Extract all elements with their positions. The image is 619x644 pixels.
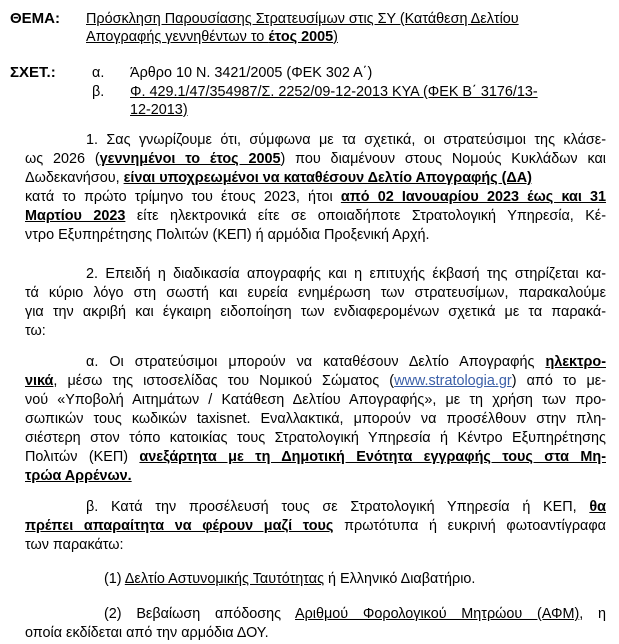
ref-a-text: Άρθρο 10 Ν. 3421/2005 (ΦΕΚ 302 Α΄): [130, 65, 373, 81]
subject-line-1: Πρόσκληση Παρουσίασης Στρατευσίμων στις ΣΥ (Κατάθεση Δελτίου: [86, 11, 519, 27]
pa-line-4: σωπικών τους κωδικών taxisnet. Εναλλακτικά, μπορούν να προσέλθουν στην πλη-: [25, 411, 606, 427]
p1-line-4: κατά το πρώτο τρίμηνο του έτους 2023, ήτοι από 02 Ιανουαρίου 2023 έως και 31: [25, 189, 607, 205]
ref-b-line-1: Φ. 429.1/47/354987/Σ. 2252/09-12-2013 ΚΥΑ (ΦΕΚ Β΄ 3176/13-: [130, 84, 538, 100]
stratologia-link[interactable]: www.stratologia.gr: [394, 373, 512, 389]
ref-a-marker: α.: [92, 65, 105, 81]
p1-line-6: ντρο Εξυπηρέτησης Πολιτών (ΚΕΠ) ή αρμόδια Προξενική Αρχή.: [25, 227, 430, 243]
ref-b-line-2: 12-2013): [130, 102, 188, 118]
pa-line-3: νού «Υποβολή Αιτημάτων / Κατάθεση Δελτίου Απογραφής», με τη χρήση των προ-: [25, 392, 606, 408]
ref-b-marker: β.: [92, 84, 105, 100]
p2-line-4: τω:: [25, 323, 46, 339]
pb-line-1: β. Κατά την προσέλευσή τους σε Στρατολογική Υπηρεσία ή ΚΕΠ, θα: [86, 499, 606, 515]
p2-line-2: τά κύριο λόγο στη σωστή και ευρεία ενημέρωση των στρατευσίμων, παρακαλούμε: [25, 285, 606, 301]
pa-line-5: σιέστερη στον τόπο κατοικίας τους Στρατολογική Υπηρεσία ή Κέντρο Εξυπηρέτησης: [25, 430, 606, 446]
pa-line-7: τρώα Αρρένων.: [25, 468, 132, 484]
p2-line-3: για την ακριβή και έγκαιρη ειδοποίηση των ενδιαφερομένων σχετικά με τα παρακά-: [25, 304, 606, 320]
p1-line-1: 1. Σας γνωρίζουμε ότι, σύμφωνα με τα σχετικά, οι στρατεύσιμοι της κλάσε-: [86, 132, 606, 148]
pa-line-1: α. Οι στρατεύσιμοι μπορούν να καταθέσουν Δελτίο Απογραφής ηλεκτρο-: [86, 354, 606, 370]
p1-line-3: Δωδεκανήσου, είναι υποχρεωμένοι να καταθέσουν Δελτίο Απογραφής (ΔΑ): [25, 170, 532, 186]
pa-line-2: νικά, μέσω της ιστοσελίδας του Νομικού Σώματος (www.stratologia.gr) από το με-: [25, 373, 606, 389]
item-2-line-1: (2) Βεβαίωση απόδοσης Αριθμού Φορολογικού Μητρώου (ΑΦΜ), η: [104, 606, 606, 622]
p1-line-2: ως 2026 (γεννημένοι το έτος 2005) που διαμένουν στους Νομούς Κυκλάδων και: [25, 151, 607, 167]
subject-line-2: Απογραφής γεννηθέντων το έτος 2005): [86, 29, 338, 45]
p1-line-5: Μαρτίου 2023 είτε ηλεκτρονικά είτε σε οποιαδήποτε Στρατολογική Υπηρεσία, Κέ-: [25, 208, 607, 224]
subject-label: ΘΕΜΑ:: [10, 10, 60, 27]
item-2-line-2: οποία εκδίδεται από την αρμόδια ΔΟΥ.: [25, 625, 269, 641]
references-label: ΣΧΕΤ.:: [10, 64, 56, 81]
pb-line-2: πρέπει απαραίτητα να φέρουν μαζί τους πρωτότυπα ή ευκρινή φωτοαντίγραφα: [25, 518, 607, 534]
pa-line-6: Πολιτών (ΚΕΠ) ανεξάρτητα με τη Δημοτική Ενότητα εγγραφής τους στα Μη-: [25, 449, 606, 465]
p2-line-1: 2. Επειδή η διαδικασία απογραφής και η επιτυχής έκβασή της στηρίζεται κα-: [86, 266, 606, 282]
item-1: (1) Δελτίο Αστυνομικής Ταυτότητας ή Ελληνικό Διαβατήριο.: [104, 571, 476, 587]
pb-line-3: των παρακάτω:: [25, 537, 124, 553]
